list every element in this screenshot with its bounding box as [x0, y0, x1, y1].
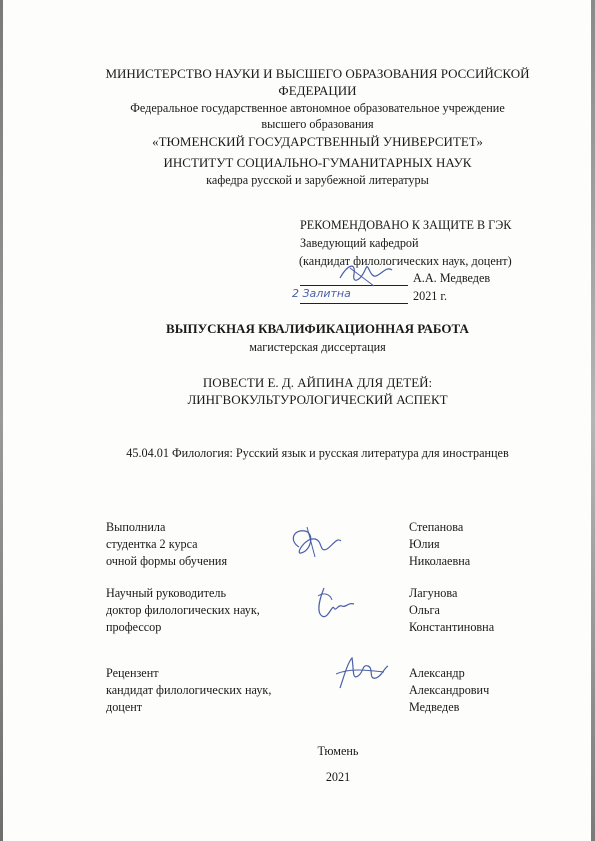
reviewer-role-line3: доцент: [106, 700, 143, 714]
scan-edge-left: [0, 0, 3, 841]
supervisor-name-line1: Лагунова: [409, 586, 458, 600]
supervisor-name-line2: Ольга: [409, 603, 440, 617]
reviewer-name-line1: Александр: [409, 666, 465, 680]
approval-role: Заведующий кафедрой: [300, 236, 419, 250]
reviewer-role-line1: Рецензент: [106, 666, 159, 680]
department-name: кафедра русской и зарубежной литературы: [206, 173, 429, 187]
author-name-line1: Степанова: [409, 520, 464, 534]
approval-degree: (кандидат филологических наук, доцент): [299, 254, 512, 268]
approval-name: А.А. Медведев: [413, 271, 491, 285]
institution-line2: высшего образования: [261, 117, 374, 131]
institution-line1: Федеральное государственное автономное образовательное учреждение: [130, 101, 505, 115]
supervisor-role-line2: доктор филологических наук,: [106, 603, 260, 617]
specialty: [40, 446, 595, 461]
author-name-line3: Николаевна: [409, 554, 471, 568]
author-role-line2: студентка 2 курса: [106, 537, 198, 551]
work-type: ВЫПУСКНАЯ КВАЛИФИКАЦИОННАЯ РАБОТА: [166, 321, 469, 336]
specialty-name: Филология: Русский язык и русская литература для иностранцев: [172, 446, 509, 460]
university-name: «ТЮМЕНСКИЙ ГОСУДАРСТВЕННЫЙ УНИВЕРСИТЕТ»: [152, 134, 483, 149]
reviewer-name-line3: Медведев: [409, 700, 460, 714]
author-role-line3: очной формы обучения: [106, 554, 228, 568]
ministry-line2: ФЕДЕРАЦИИ: [278, 83, 357, 98]
supervisor-name-line3: Константиновна: [409, 620, 495, 634]
reviewer-name-line2: Александрович: [409, 683, 490, 697]
supervisor-signature-icon: [310, 582, 360, 626]
footer-city: Тюмень: [317, 744, 359, 758]
approval-year: 2021 г.: [413, 289, 448, 303]
work-title-line2: ЛИНГВОКУЛЬТУРОЛОГИЧЕСКИЙ АСПЕКТ: [187, 392, 448, 407]
reviewer-signature-icon: [332, 652, 392, 694]
ministry-line1: МИНИСТЕРСТВО НАУКИ И ВЫСШЕГО ОБРАЗОВАНИЯ РОССИЙСКОЙ: [105, 66, 530, 81]
footer-year: 2021: [325, 770, 351, 784]
approval-title: РЕКОМЕНДОВАНО К ЗАЩИТЕ В ГЭК: [300, 218, 512, 232]
date-handwritten: 2 Залитна: [292, 287, 351, 300]
work-subtype: магистерская диссертация: [249, 340, 386, 354]
specialty-code: 45.04.01: [126, 446, 169, 460]
supervisor-role-line1: Научный руководитель: [106, 586, 227, 600]
institute-name: ИНСТИТУТ СОЦИАЛЬНО-ГУМАНИТАРНЫХ НАУК: [163, 155, 472, 170]
supervisor-role-line3: профессор: [106, 620, 162, 634]
author-signature-icon: [285, 523, 345, 561]
author-name-line2: Юлия: [409, 537, 440, 551]
author-role-line1: Выполнила: [106, 520, 166, 534]
date-line: [300, 303, 408, 304]
work-title-line1: ПОВЕСТИ Е. Д. АЙПИНА ДЛЯ ДЕТЕЙ:: [202, 375, 433, 390]
reviewer-role-line2: кандидат филологических наук,: [106, 683, 272, 697]
